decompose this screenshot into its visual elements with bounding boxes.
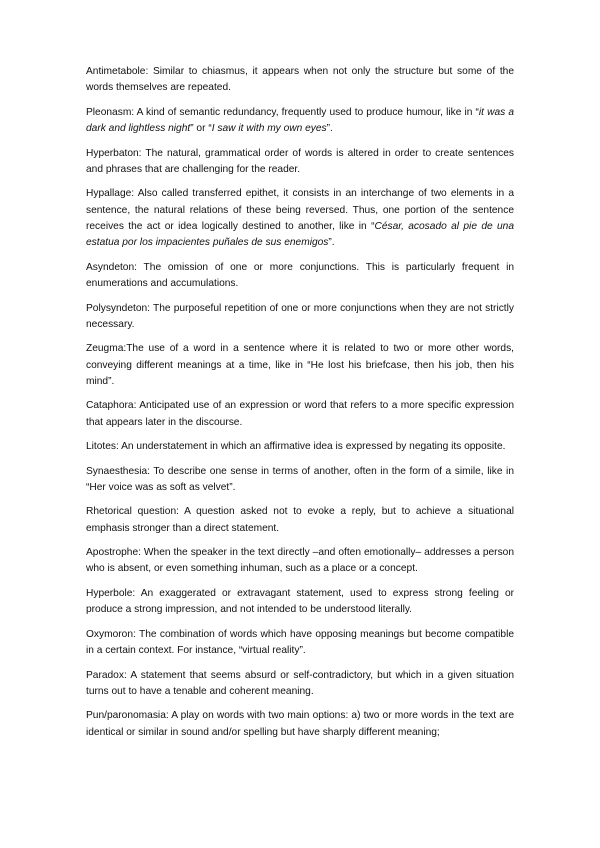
glossary-entry: [86, 64, 514, 97]
entry-text: Apostrophe: When the speaker in the text directly –and often emotionally– addresses a person who is absent, or even something inhuman, such as a place or a concept.: [86, 547, 514, 575]
entry-text: Synaesthesia: To describe one sense in terms of another, often in the form of a simile, like in “Her voice was as soft as velvet”.: [86, 465, 514, 493]
example-quote: César, acosado al pie de una estatua por los impacientes puñales de sus enemigos: [86, 220, 514, 249]
glossary-entry: [86, 504, 514, 537]
glossary-entry: [86, 464, 514, 497]
glossary-entry: [86, 260, 514, 293]
entry-text: Antimetabole: Similar to chiasmus, it appears when not only the structure but some of the words themselves are repeated.: [86, 66, 514, 94]
glossary-entry: [86, 708, 514, 741]
glossary-entry: [86, 545, 514, 578]
glossary-entry: [86, 186, 514, 251]
entry-text: Pleonasm: A kind of semantic redundancy, frequently used to produce humour, like in “: [86, 106, 479, 118]
document-page: [86, 64, 514, 741]
glossary-entry: [86, 586, 514, 619]
entry-text: Zeugma:The use of a word in a sentence where it is related to two or more other words, conveying different meanings at a time, like in “He lost his briefcase, then his job, then his mind”.: [86, 343, 514, 387]
entry-text: ” or “: [190, 123, 212, 135]
glossary-entry: [86, 627, 514, 660]
glossary-entry: [86, 668, 514, 701]
entry-text: Oxymoron: The combination of words which have opposing meanings but become compatible in a certain context. For instance, “virtual reality”.: [86, 628, 514, 657]
entry-text: Litotes: An understatement in which an affirmative idea is expressed by negating its opposite.: [86, 441, 506, 453]
glossary-entry: [86, 146, 514, 179]
entry-text: Rhetorical question: A question asked not to evoke a reply, but to achieve a situational emphasis stronger than a direct statement.: [86, 506, 514, 534]
entry-text: ”.: [326, 123, 333, 135]
entry-text: Pun/paronomasia: A play on words with two main options: a) two or more words in the text are identical or similar in sound and/or spelling but have sharply different meaning;: [86, 710, 514, 738]
glossary-entry: [86, 301, 514, 334]
example-quote: it was a dark and lightless night: [86, 106, 514, 135]
entry-text: Cataphora: Anticipated use of an expression or word that refers to a more specific expression that appears later in the discourse.: [86, 400, 514, 428]
glossary-entry: [86, 341, 514, 390]
entry-text: Hypallage: Also called transferred epithet, it consists in an interchange of two elements in a sentence, the natural relations of these being reversed. Thus, one portion of the sentence receives the act or idea logically destined to another, like in “: [86, 188, 514, 232]
entry-text: Paradox: A statement that seems absurd or self-contradictory, but which in a given situation turns out to have a tenable and coherent meaning.: [86, 669, 514, 697]
glossary-entry: [86, 398, 514, 431]
entry-text: ”.: [328, 237, 335, 249]
entry-text: Hyperbole: An exaggerated or extravagant statement, used to express strong feeling or produce a strong impression, and not intended to be understood literally.: [86, 587, 514, 616]
entry-text: Asyndeton: The omission of one or more conjunctions. This is particularly frequent in enumerations and accumulations.: [86, 261, 514, 290]
example-quote: I saw it with my own eyes: [211, 123, 327, 135]
glossary-entry: [86, 105, 514, 138]
entry-text: Polysyndeton: The purposeful repetition of one or more conjunctions when they are not strictly necessary.: [86, 302, 514, 330]
glossary-entry: [86, 439, 514, 455]
entry-text: Hyperbaton: The natural, grammatical order of words is altered in order to create sentences and phrases that are challenging for the reader.: [86, 147, 514, 175]
